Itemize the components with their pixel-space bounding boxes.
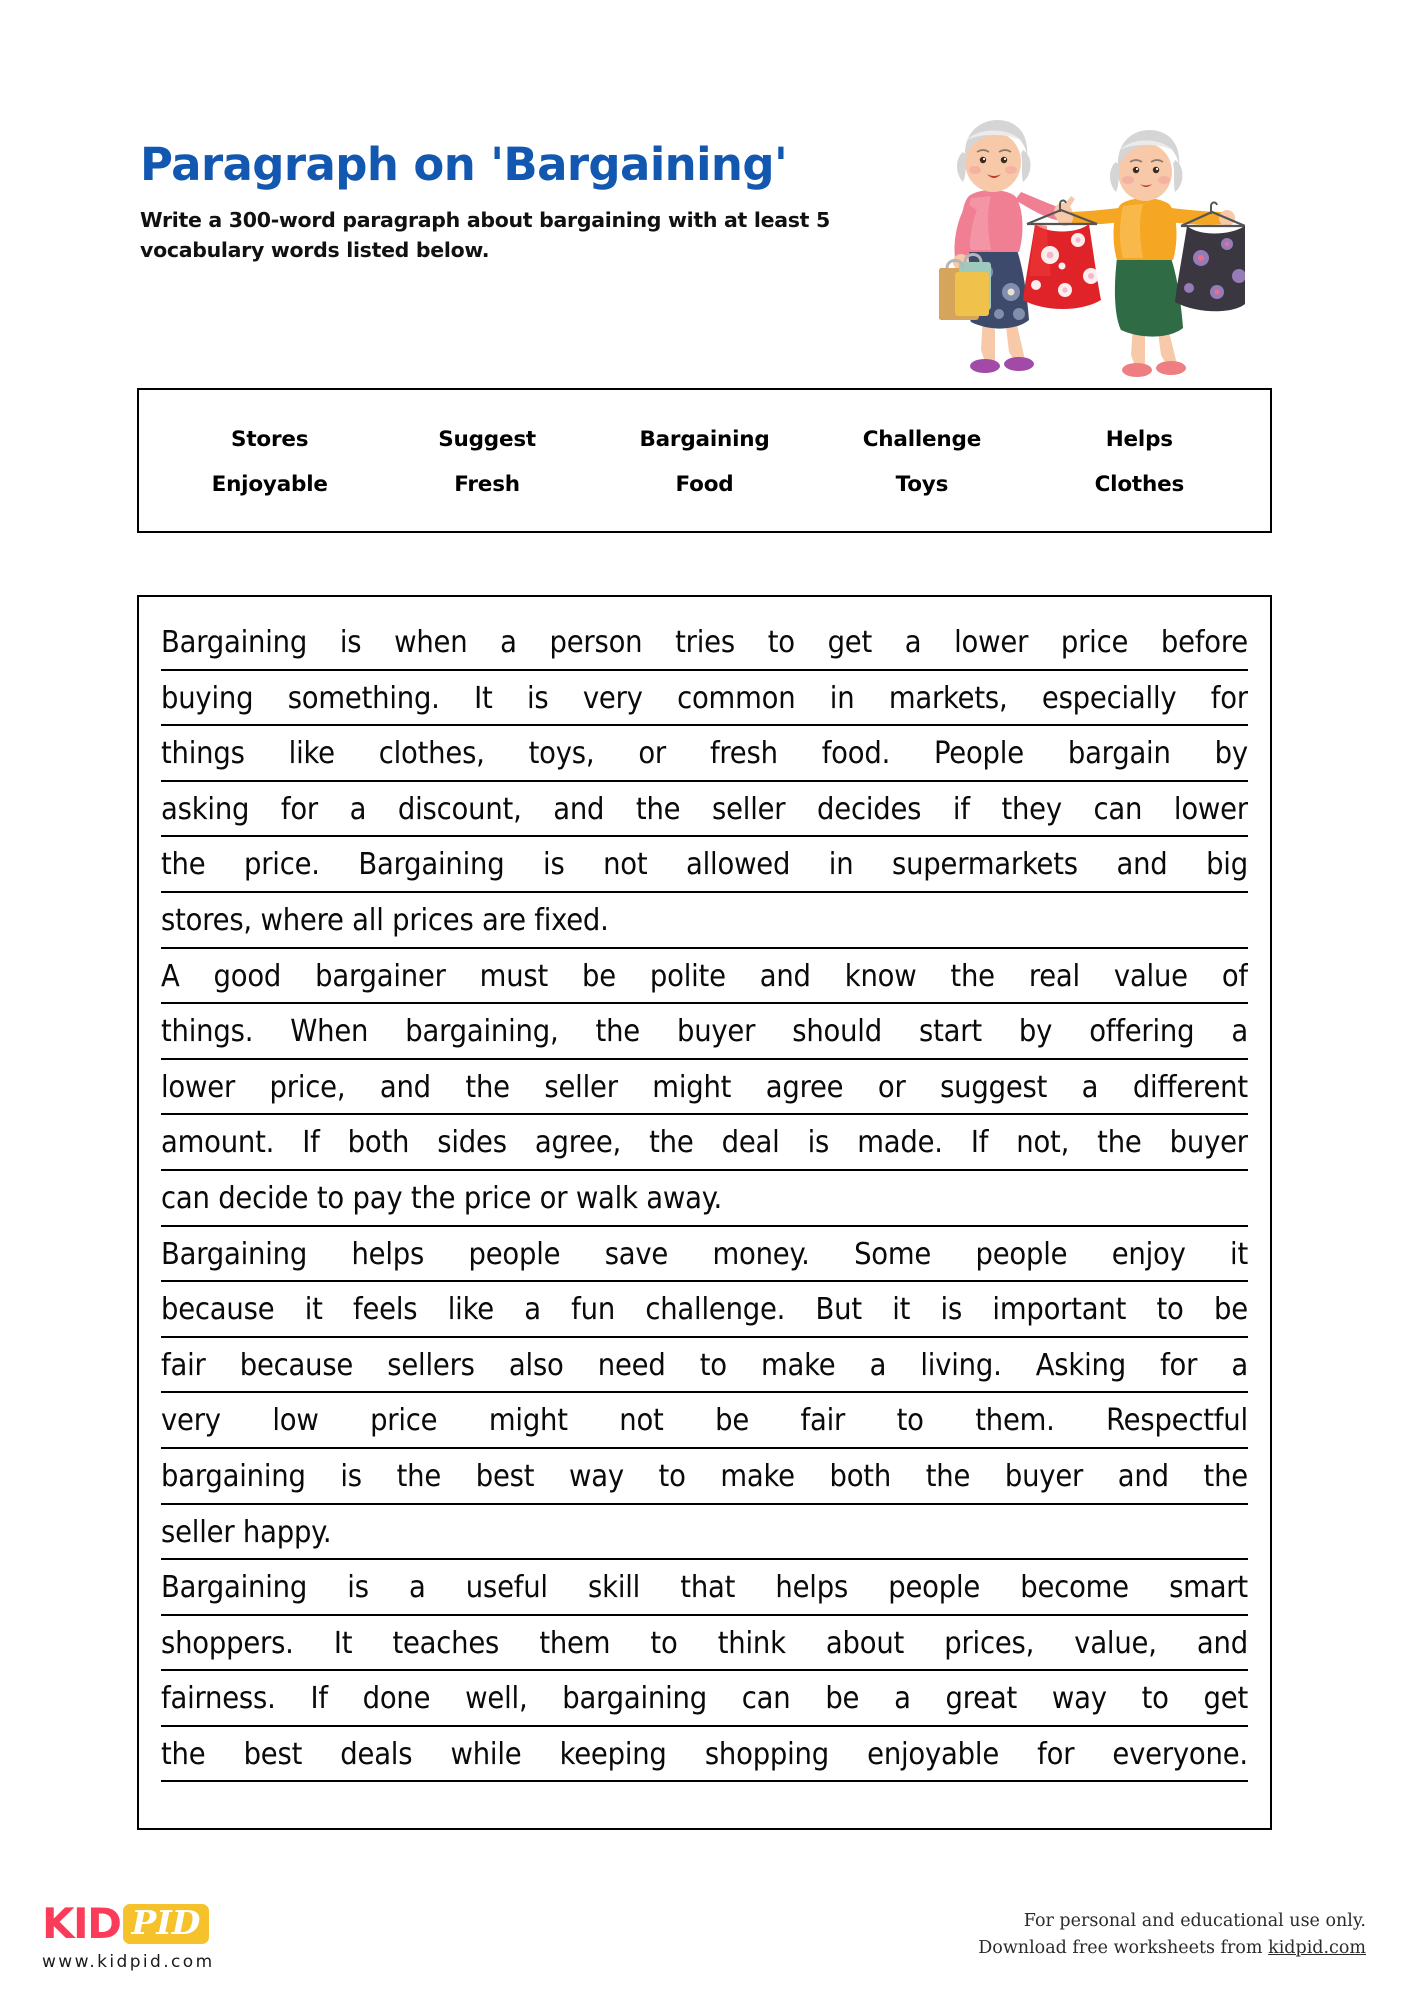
paragraph-word: to [896, 1403, 924, 1439]
paragraph-line [161, 837, 1248, 893]
paragraph-word: something. [287, 680, 440, 716]
paragraph-word: make [720, 1458, 795, 1494]
paragraph-line [161, 1671, 1248, 1727]
paragraph-word: be [825, 1681, 860, 1717]
paragraph-word: might [488, 1403, 568, 1439]
paragraph-word: way [1051, 1681, 1107, 1717]
paragraph-word: that [680, 1570, 736, 1606]
paragraph-word: things. [161, 1014, 254, 1050]
paragraph-word: a [869, 1347, 887, 1383]
vocabulary-word: Suggest [438, 426, 537, 452]
paragraph-word: allowed [686, 847, 791, 883]
paragraph-word: supermarkets [891, 847, 1078, 883]
paragraph-word: start [919, 1014, 982, 1050]
paragraph-line [161, 1004, 1248, 1060]
paragraph-word: living. [920, 1347, 1002, 1383]
worksheet-header [140, 140, 900, 266]
paragraph-word: also [508, 1347, 564, 1383]
paragraph-word: buyer [1004, 1458, 1084, 1494]
paragraph-word: a [904, 625, 922, 660]
paragraph-word: is [807, 1125, 830, 1161]
paragraph-word: or [638, 736, 667, 772]
paragraph-word: helps [351, 1236, 425, 1272]
paragraph-word: money. [712, 1236, 810, 1272]
paragraph-word: tries [675, 625, 735, 660]
paragraph-word: clothes, [378, 736, 485, 772]
paragraph-word: bargain [1067, 736, 1171, 772]
paragraph-word: is [347, 1570, 369, 1606]
paragraph-word: well, [465, 1681, 528, 1717]
paragraph-line [161, 671, 1248, 727]
paragraph-word: people [975, 1236, 1068, 1272]
vocabulary-word: Helps [1105, 426, 1173, 452]
paragraph-word: price, [269, 1069, 346, 1105]
paragraph-line: seller happy. [161, 1505, 1248, 1561]
paragraph-word: food. [821, 736, 891, 772]
paragraph-word: common [677, 680, 796, 716]
paragraph-word: If [302, 1125, 320, 1161]
paragraph-word: not [603, 847, 648, 883]
paragraph-word: both [347, 1125, 410, 1161]
paragraph-word: very [161, 1403, 221, 1439]
paragraph-word: lower [1173, 791, 1248, 827]
paragraph-word: done [362, 1681, 431, 1717]
logo-mark [42, 1899, 215, 1948]
paragraph-word: and [759, 958, 811, 994]
paragraph-word: and [1117, 1458, 1169, 1494]
paragraph-word: sides [437, 1125, 507, 1161]
paragraph-line [161, 1338, 1248, 1394]
vocabulary-word: Enjoyable [211, 471, 328, 497]
paragraph-word: is [940, 1292, 963, 1328]
paragraph-word: must [479, 958, 549, 994]
paragraph-word: can [1093, 791, 1143, 827]
paragraph-word: deals [340, 1736, 413, 1772]
paragraph-word: the [1203, 1458, 1248, 1494]
paragraph-word: Bargaining [161, 625, 308, 660]
paragraph-word: know [844, 958, 917, 994]
paragraph-word: best [475, 1458, 535, 1494]
paragraph-word: the [396, 1458, 442, 1494]
paragraph-word: good [213, 958, 282, 994]
paragraph-line: can decide to pay the price or walk away. [161, 1171, 1248, 1227]
paragraph-word: a [894, 1681, 911, 1717]
paragraph-word: while [450, 1736, 522, 1772]
paragraph-word: useful [465, 1570, 548, 1606]
paragraph-word: deal [721, 1125, 780, 1161]
paragraph-word: for [1037, 1736, 1075, 1772]
paragraph-word: a [524, 1292, 541, 1328]
paragraph-word: agree [765, 1069, 844, 1105]
paragraph-word: it [892, 1292, 911, 1328]
page-footer [0, 1880, 1414, 2000]
paragraph-word: the [1097, 1125, 1142, 1161]
paragraph-word: be [1213, 1292, 1248, 1328]
paragraph-line [161, 1616, 1248, 1672]
paragraph-word: think [717, 1625, 786, 1661]
paragraph-word: get [827, 625, 873, 660]
paragraph-word: people [468, 1236, 561, 1272]
paragraph-word: great [945, 1681, 1018, 1717]
page-title: Paragraph on 'Bargaining' [140, 138, 788, 191]
paragraph-word: price [370, 1403, 438, 1439]
paragraph-line [161, 1115, 1248, 1171]
paragraph-word: a [1231, 1347, 1248, 1383]
paragraph-word: shopping [704, 1736, 829, 1772]
paragraph-word: smart [1169, 1570, 1248, 1606]
paragraph-word: agree, [534, 1125, 622, 1161]
paragraph-word: get [1203, 1681, 1248, 1717]
paragraph-word: be [582, 958, 616, 994]
paragraph-word: like [288, 736, 335, 772]
vocabulary-row-2 [161, 472, 1248, 497]
paragraph-word: not [619, 1403, 664, 1439]
paragraph-word: bargaining, [405, 1014, 559, 1050]
paragraph-word: keeping [559, 1736, 667, 1772]
paragraph-word: real [1028, 958, 1080, 994]
paragraph-word: person [549, 625, 643, 660]
paragraph-word: Bargaining [358, 847, 505, 883]
vocabulary-word: Fresh [454, 471, 520, 497]
paragraph-word: People [934, 736, 1024, 772]
paragraph-word: and [553, 791, 605, 827]
paragraph-word: or [877, 1069, 906, 1105]
paragraph-word: fair [161, 1347, 206, 1383]
paragraph-word: it [304, 1292, 323, 1328]
paragraph-word: When [290, 1014, 369, 1050]
paragraph-word: made. [857, 1125, 943, 1161]
paragraph-word: to [699, 1347, 727, 1383]
paragraph-word: sellers [387, 1347, 475, 1383]
paragraph-line [161, 1393, 1248, 1449]
paragraph-word: challenge. [645, 1292, 786, 1328]
paragraph-word: in [828, 847, 854, 883]
vocabulary-word: Toys [895, 471, 949, 497]
paragraph-line [161, 1282, 1248, 1338]
paragraph-word: and [1116, 847, 1168, 883]
vocabulary-word-bank [137, 388, 1272, 533]
paragraph-word: to [658, 1458, 686, 1494]
paragraph-word: the [635, 791, 681, 827]
paragraph-word: not, [1016, 1125, 1070, 1161]
paragraph-word: the [649, 1125, 694, 1161]
paragraph-word: skill [588, 1570, 641, 1606]
paragraph-word: the [925, 1458, 971, 1494]
paragraph-word: enjoyable [867, 1736, 1000, 1772]
paragraph-answer-box [137, 595, 1272, 1830]
paragraph-word: a [408, 1570, 426, 1606]
paragraph-word: teaches [392, 1625, 500, 1661]
paragraph-word: and [1196, 1625, 1248, 1661]
paragraph-word: low [272, 1403, 319, 1439]
paragraph-word: way [568, 1458, 624, 1494]
paragraph-word: if [952, 791, 970, 827]
paragraph-word: asking [161, 791, 250, 827]
paragraph-word: seller [544, 1069, 618, 1105]
paragraph-word: is [340, 1458, 362, 1494]
paragraph-word: Bargaining [161, 1236, 308, 1272]
paragraph-word: bargainer [315, 958, 446, 994]
paragraph-word: important [992, 1292, 1127, 1328]
vocabulary-word: Stores [231, 426, 309, 452]
logo-pid-text: PID [123, 1904, 210, 1944]
paragraph-word: the [465, 1069, 510, 1105]
paragraph-word: decides [817, 791, 922, 827]
paragraph-line [161, 949, 1248, 1005]
vocabulary-word: Challenge [862, 426, 982, 452]
paragraph-word: helps [775, 1570, 849, 1606]
vocabulary-word: Bargaining [639, 426, 770, 452]
paragraph-word: because [239, 1347, 354, 1383]
paragraph-word: people [888, 1570, 981, 1606]
paragraph-word: Respectful [1106, 1403, 1248, 1439]
paragraph-word: If [310, 1681, 328, 1717]
paragraph-word: shoppers. [161, 1625, 294, 1661]
paragraph-word: Asking [1035, 1347, 1126, 1383]
paragraph-word: they [1001, 791, 1062, 827]
paragraph-word: the [161, 847, 206, 883]
paragraph-word: prices, [944, 1625, 1035, 1661]
paragraph-word: because [161, 1292, 275, 1328]
paragraph-word: by [1018, 1014, 1053, 1050]
paragraph-word: the [161, 1736, 206, 1772]
paragraph-word: when [394, 625, 468, 660]
paragraph-word: is [339, 625, 362, 660]
paragraph-word: both [829, 1458, 892, 1494]
paragraph-word: for [280, 791, 318, 827]
paragraph-word: amount. [161, 1125, 275, 1161]
paragraph-line [161, 1227, 1248, 1283]
kidpid-logo [42, 1899, 215, 1972]
paragraph-line [161, 1727, 1248, 1783]
footer-note-line-1: For personal and educational use only. [1023, 1911, 1366, 1931]
paragraph-word: a [1081, 1069, 1099, 1105]
paragraph-word: fairness. [161, 1681, 276, 1717]
paragraph-word: to [1141, 1681, 1169, 1717]
paragraph-word: in [829, 680, 855, 716]
paragraph-word: a [1231, 1014, 1248, 1050]
paragraph-word: enjoy [1111, 1236, 1186, 1272]
paragraph-word: toys, [528, 736, 595, 772]
shopping-women-illustration [905, 100, 1245, 395]
paragraph-word: make [761, 1347, 836, 1383]
paragraph-word: everyone. [1112, 1736, 1248, 1772]
paragraph-word: feels [353, 1292, 418, 1328]
paragraph-line [161, 1060, 1248, 1116]
paragraph-word: offering [1089, 1014, 1195, 1050]
paragraph-word: price. [244, 847, 320, 883]
paragraph-word: buyer [676, 1014, 756, 1050]
paragraph-word: different [1132, 1069, 1248, 1105]
paragraph-word: the [595, 1014, 640, 1050]
paragraph-word: to [1156, 1292, 1184, 1328]
paragraph-word: bargaining [161, 1458, 306, 1494]
paragraph-word: the [950, 958, 995, 994]
paragraph-word: can [741, 1681, 791, 1717]
paragraph-word: fun [571, 1292, 616, 1328]
paragraph-word: for [1210, 680, 1248, 716]
paragraph-word: best [243, 1736, 303, 1772]
paragraph-word: to [650, 1625, 678, 1661]
paragraph-word: polite [649, 958, 726, 994]
paragraph-word: is [526, 680, 549, 716]
paragraph-word: be [715, 1403, 750, 1439]
paragraph-word: might [652, 1069, 732, 1105]
paragraph-word: It [474, 680, 493, 716]
paragraph-line [161, 726, 1248, 782]
paragraph-word: Bargaining [161, 1570, 308, 1606]
paragraph-word: markets, [888, 680, 1008, 716]
paragraph-word: price [1060, 625, 1129, 660]
paragraph-line [161, 615, 1248, 671]
footer-note-prefix: Download free worksheets from [978, 1938, 1269, 1959]
paragraph-word: fresh [709, 736, 778, 772]
paragraph-word: But [815, 1292, 862, 1328]
paragraph-word: a [349, 791, 367, 827]
paragraph-word: Some [854, 1236, 932, 1272]
vocabulary-word: Clothes [1094, 471, 1185, 497]
paragraph-word: a [500, 625, 517, 660]
paragraph-word: them. [975, 1403, 1055, 1439]
paragraph-word: before [1160, 625, 1248, 660]
paragraph-line [161, 1449, 1248, 1505]
paragraph-word: suggest [940, 1069, 1048, 1105]
paragraph-word: big [1206, 847, 1248, 883]
paragraph-word: it [1230, 1236, 1248, 1272]
footer-note-line-2 [978, 1935, 1366, 1962]
paragraph-word: need [597, 1347, 666, 1383]
paragraph-line: stores, where all prices are fixed. [161, 893, 1248, 949]
paragraph-word: save [604, 1236, 669, 1272]
paragraph-word: lower [954, 625, 1029, 660]
paragraph-word: lower [161, 1069, 236, 1105]
paragraph-word: If [970, 1125, 989, 1161]
kidpid-link[interactable]: kidpid.com [1268, 1938, 1366, 1959]
worksheet-instructions: Write a 300-word paragraph about bargaining with at least 5 vocabulary words listed below. [140, 208, 830, 263]
paragraph-word: them [539, 1625, 611, 1661]
paragraph-word: to [767, 625, 795, 660]
paragraph-word: become [1020, 1570, 1129, 1606]
paragraph-word: for [1160, 1347, 1198, 1383]
paragraph-word: should [792, 1014, 882, 1050]
logo-kid-text: KID [42, 1899, 121, 1948]
footer-usage-note [978, 1908, 1366, 1962]
paragraph-word: of [1221, 958, 1248, 994]
paragraph-line [161, 1560, 1248, 1616]
paragraph-word: value [1113, 958, 1188, 994]
paragraph-word: seller [711, 791, 786, 827]
paragraph-word: buyer [1169, 1125, 1248, 1161]
paragraph-word: It [333, 1625, 353, 1661]
paragraph-word: very [582, 680, 643, 716]
logo-website-url: www.kidpid.com [42, 1952, 215, 1972]
paragraph-word: things [161, 736, 245, 772]
paragraph-word: fair [800, 1403, 846, 1439]
paragraph-line [161, 782, 1248, 838]
paragraph-word: A [161, 958, 180, 994]
paragraph-word: especially [1041, 680, 1177, 716]
paragraph-word: bargaining [562, 1681, 707, 1717]
paragraph-word: is [543, 847, 565, 883]
vocabulary-row-1 [161, 427, 1248, 452]
paragraph-word: about [825, 1625, 905, 1661]
paragraph-word: by [1214, 736, 1248, 772]
paragraph-word: buying [161, 680, 254, 716]
vocabulary-word: Food [675, 471, 734, 497]
paragraph-word: value, [1074, 1625, 1157, 1661]
paragraph-word: like [447, 1292, 494, 1328]
paragraph-word: and [379, 1069, 431, 1105]
paragraph-word: discount, [397, 791, 522, 827]
